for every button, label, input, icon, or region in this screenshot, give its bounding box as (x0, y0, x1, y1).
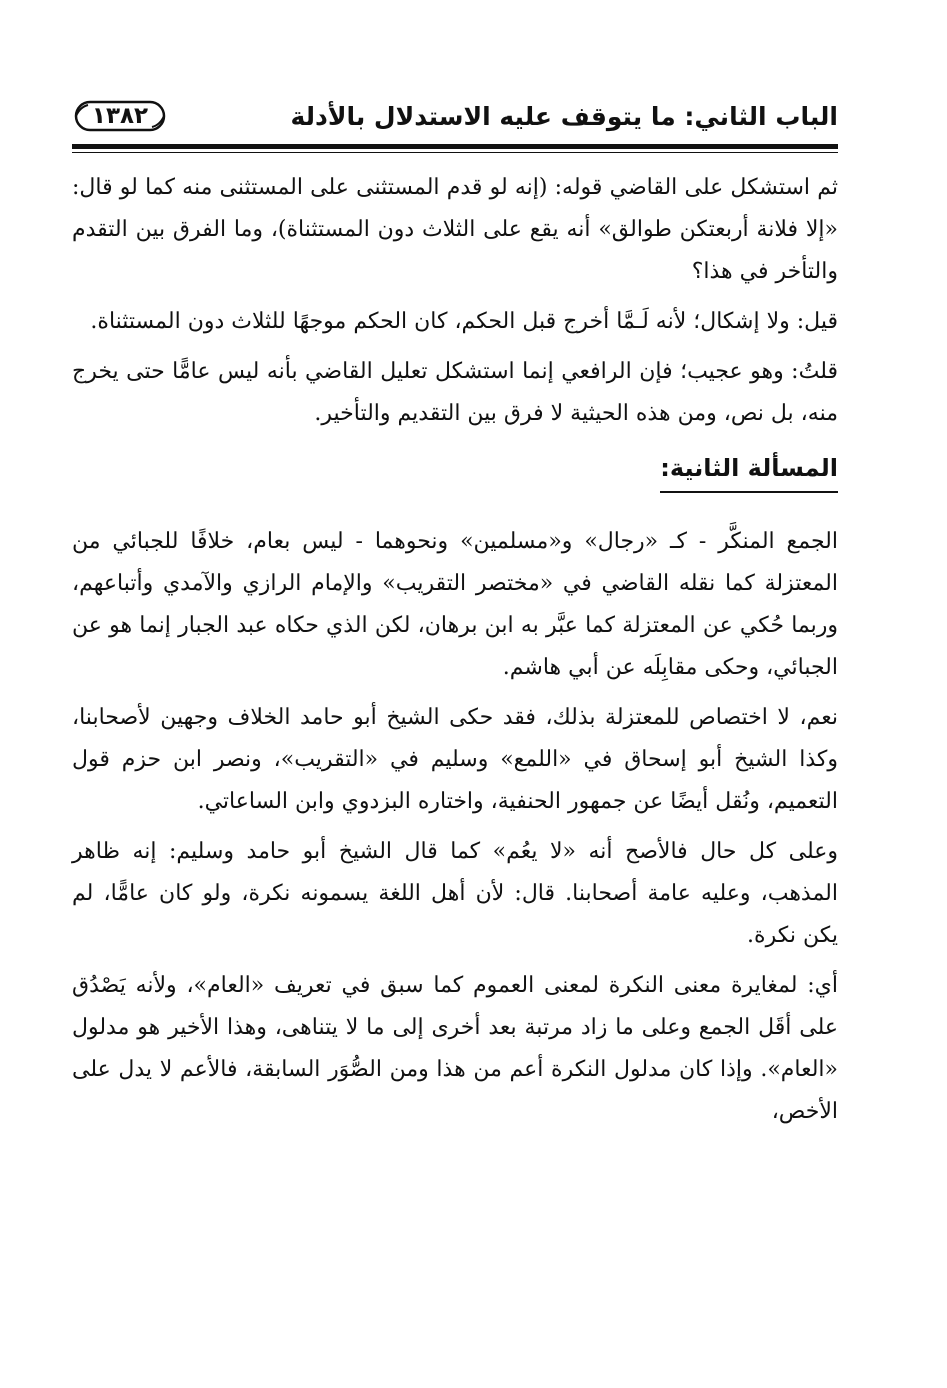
book-page (72, 92, 838, 1352)
paragraph: قيل: ولا إشكال؛ لأنه لَـمَّا أخرج قبل الحكم، كان الحكم موجهًا للثلاث دون المستثناة. (90, 309, 838, 334)
page-number-text: ١٣٨٢ (91, 103, 149, 129)
section-heading-wrap (72, 443, 838, 511)
paragraph: الجمع المنكَّر - كـ «رجال» و«مسلمين» ونحوهما - ليس بعام، خلافًا للجبائي من المعتزلة كما نقله القاضي في «مختصر التقريب» والإمام الرازي والآمدي وأتباعهم، وربما حُكي عن المعتزلة كما عبَّر به ابن برهان، لكن الذي حكاه عبد الجبار إنما هو عن الجبائي، وحكى مقابِلَه عن أبي هاشم. (72, 529, 838, 680)
paragraph: وعلى كل حال فالأصح أنه «لا يعُم» كما قال الشيخ أبو حامد وسليم: إنه ظاهر المذهب، وعليه عامة أصحابنا. قال: لأن أهل اللغة يسمونه نكرة، ولو كان عامًّا، لم يكن نكرة. (72, 839, 838, 948)
section-heading: المسألة الثانية: (660, 447, 838, 493)
paragraph: ثم استشكل على القاضي قوله: (إنه لو قدم المستثنى على المستثنى منه كما لو قال: «إلا فلانة أربعتكن طوالق» أنه يقع على الثلاث دون المستثناة)، وما الفرق بين التقدم والتأخر في هذا؟ (72, 175, 839, 284)
header-rule-thick (72, 144, 838, 149)
page-body (72, 167, 838, 1133)
page-header (72, 92, 838, 140)
paragraph: نعم، لا اختصاص للمعتزلة بذلك، فقد حكى الشيخ أبو حامد الخلاف وجهين لأصحابنا، وكذا الشيخ أبو إسحاق في «اللمع» وسليم في «التقريب»، ونصر ابن حزم قول التعميم، ونُقل أيضًا عن جمهور الحنفية، واختاره البزدوي وابن الساعاتي. (72, 705, 838, 814)
paragraph: قلتُ: وهو عجيب؛ فإن الرافعي إنما استشكل تعليل القاضي بأنه ليس عامًّا حتى يخرج منه، بل نص، ومن هذه الحيثية لا فرق بين التقديم والتأخير. (72, 359, 838, 426)
page-number-badge (72, 97, 168, 135)
paragraph: أي: لمغايرة معنى النكرة لمعنى العموم كما سبق في تعريف «العام»، ولأنه يَصْدُق على أقَل الجمع وعلى ما زاد مرتبة بعد أخرى إلى ما لا يتناهى، وهذا الأخير هو مدلول «العام». وإذا كان مدلول النكرة أعم من هذا ومن الصُّوَر السابقة، فالأعم لا يدل على الأخص، (72, 973, 838, 1124)
header-rule-thin (72, 152, 838, 153)
running-title: الباب الثاني: ما يتوقف عليه الاستدلال بالأدلة (290, 101, 838, 131)
